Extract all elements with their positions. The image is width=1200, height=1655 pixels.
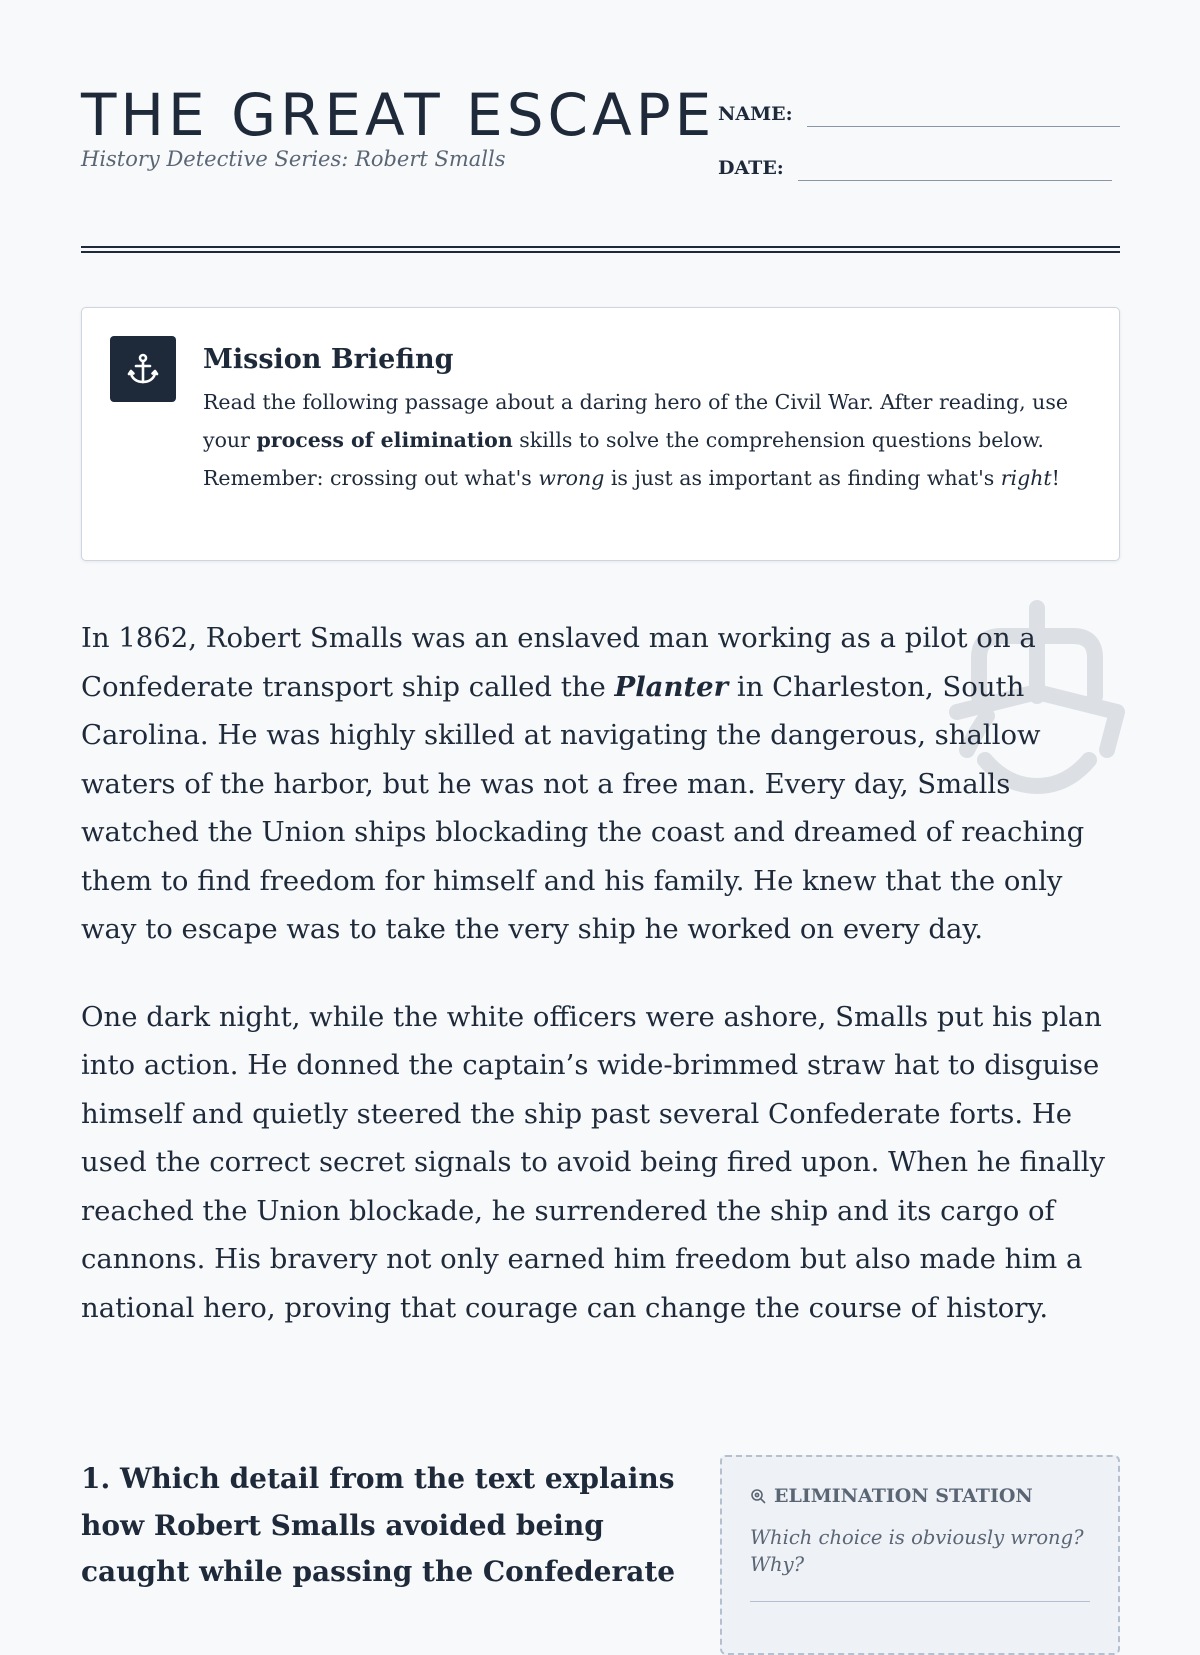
question-1: 1. Which detail from the text explains how Robert Smalls avoided being caught while passing the Confederate <box>81 1462 676 1588</box>
anchor-icon <box>110 336 176 402</box>
name-field[interactable] <box>807 92 1120 127</box>
elimination-prompt: Which choice is obviously wrong? Why? <box>750 1526 1084 1576</box>
date-field-row <box>718 146 1112 181</box>
name-label: NAME: <box>718 103 793 125</box>
briefing-text-bold: process of elimination <box>256 428 513 452</box>
reading-passage <box>81 614 1120 1332</box>
elimination-header <box>750 1485 1033 1507</box>
date-field[interactable] <box>798 146 1112 181</box>
ship-name: Planter <box>614 670 729 703</box>
name-field-row <box>718 92 1120 127</box>
page-title: THE GREAT ESCAPE <box>81 81 716 149</box>
briefing-text-part: ! <box>1051 466 1060 490</box>
mission-briefing-card <box>81 307 1120 561</box>
passage-text: In 1862, Robert Smalls was an enslaved man working as a pilot on a Confederate transport ship called the <box>81 622 1036 703</box>
passage-text: in Charleston, South Carolina. He was highly skilled at navigating the dangerous, shallow waters of the harbor, but he was not a free man. Every day, Smalls watched the Union ships blockading the coast and dreamed of reaching them to find freedom for himself and his family. He knew that the only way to escape was to take the very ship he worked on every day. <box>81 670 1085 945</box>
passage-paragraph-2: One dark night, while the white officers were ashore, Smalls put his plan into action. He donned the captain’s wide-brimmed straw hat to disguise himself and quietly steered the ship past several Confederate forts. He used the correct secret signals to avoid being fired upon. When he finally reached the Union blockade, he surrendered the ship and its cargo of cannons. His bravery not only earned him freedom but also made him a national hero, proving that courage can change the course of history. <box>81 1000 1106 1324</box>
briefing-text-italic: wrong <box>538 466 605 490</box>
page-subtitle: History Detective Series: Robert Smalls <box>81 147 506 171</box>
passage-paragraph-1 <box>81 614 1120 954</box>
elimination-station <box>720 1455 1120 1655</box>
elimination-answer-field[interactable] <box>750 1601 1090 1602</box>
briefing-text-italic: right <box>1000 466 1052 490</box>
date-label: DATE: <box>718 157 784 179</box>
briefing-text <box>203 383 1088 497</box>
briefing-title: Mission Briefing <box>203 344 454 375</box>
briefing-text-part: is just as important as finding what's <box>604 466 1001 490</box>
header-divider <box>81 246 1120 253</box>
briefing-text-part: Read the following passage about a daring hero of the Civil War. After reading, use your <box>203 390 1068 452</box>
worksheet-header <box>81 80 1120 180</box>
magnifier-icon <box>750 1488 766 1504</box>
elimination-title: ELIMINATION STATION <box>774 1485 1033 1507</box>
briefing-text-part: skills to solve the comprehension questions below. Remember: crossing out what's <box>203 428 1044 490</box>
